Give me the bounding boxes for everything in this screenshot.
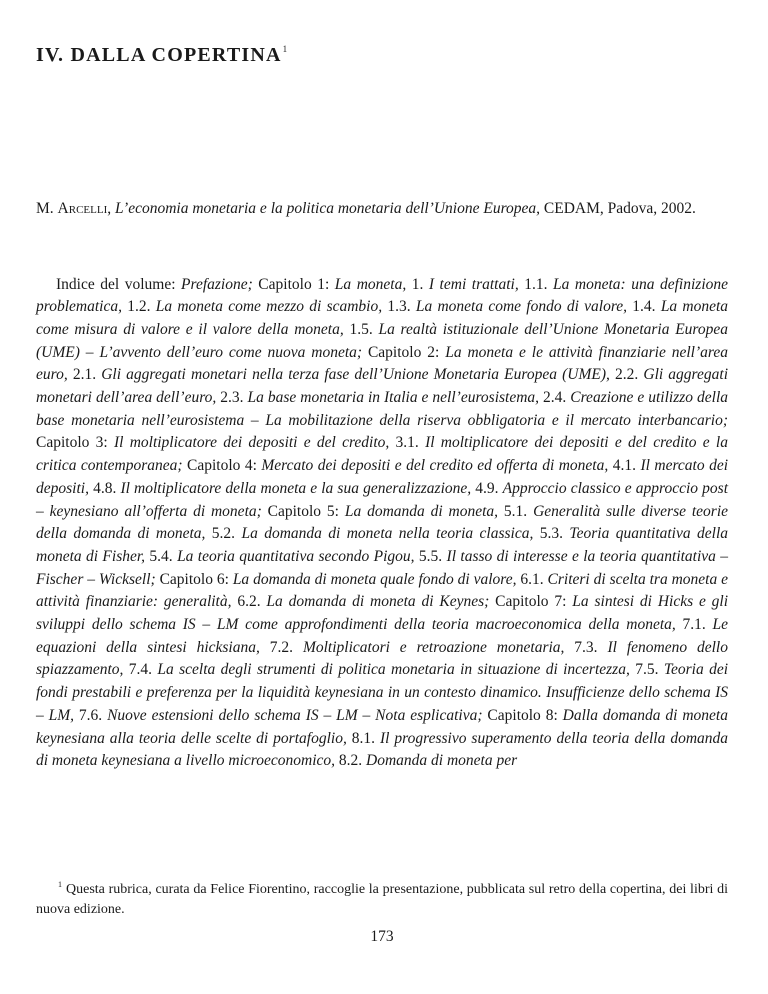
italic-entry: Prefazione;: [181, 275, 253, 293]
entry-number: 7.2.: [259, 638, 303, 656]
publisher-info: CEDAM, Padova, 2002.: [543, 200, 696, 217]
italic-entry: La scelta degli strumenti di politica monetaria in situazione di incertezza,: [157, 661, 630, 679]
entry-number: 7.5.: [629, 661, 664, 679]
author-initial: M.: [36, 200, 54, 217]
entry-number: 5.5.: [414, 547, 447, 565]
entry-number: 6.2.: [231, 593, 267, 611]
italic-entry: Generalità sulle diverse teorie della domanda di moneta,: [36, 502, 729, 543]
entry-number: 4.1.: [608, 457, 641, 475]
footnote-marker: 1: [58, 880, 62, 889]
italic-entry: Approccio classico e approccio post – keynesiano all’offerta di moneta;: [36, 479, 729, 520]
italic-entry: La moneta,: [334, 275, 407, 293]
italic-entry: Mercato dei depositi e del credito ed offerta di moneta,: [261, 457, 609, 475]
entry-number: 7.1.: [675, 616, 713, 634]
italic-entry: Il tasso di interesse e la teoria quantitativa – Fischer – Wicksell;: [36, 547, 729, 588]
italic-entry: Il fenomeno dello spiazzamento,: [36, 638, 728, 679]
entry-number: 1.2.: [121, 298, 156, 316]
italic-entry: Moltiplicatori e retroazione monetaria,: [302, 638, 565, 656]
entry-number: 8.2.: [335, 752, 367, 770]
italic-entry: La base monetaria in Italia e nell’eurosistema,: [247, 389, 540, 407]
entry-number: Capitolo 6:: [155, 570, 233, 588]
italic-entry: La domanda di moneta di Keynes;: [266, 593, 490, 611]
italic-entry: Gli aggregati monetari nella terza fase dell’Unione Monetaria Europea (UME),: [101, 366, 610, 384]
entry-number: 1.: [406, 275, 429, 293]
author-surname: Arcelli: [57, 200, 108, 217]
entry-number: 4.9.: [471, 479, 503, 497]
book-title: L’economia monetaria e la politica monetaria dell’Unione Europea,: [115, 200, 541, 217]
italic-entry: Il progressivo superamento della teoria della domanda di moneta keynesiana a livello microeconomico,: [36, 729, 729, 770]
entry-number: 5.2.: [205, 525, 242, 543]
entry-number: Capitolo 2:: [362, 343, 446, 361]
italic-entry: La domanda di moneta,: [344, 502, 499, 520]
entry-number: 5.1.: [498, 502, 534, 520]
italic-entry: I temi trattati,: [428, 275, 519, 293]
italic-entry: La domanda di moneta quale fondo di valore,: [232, 570, 517, 588]
section-title-text: IV. DALLA COPERTINA: [36, 44, 282, 66]
italic-entry: Il moltiplicatore della moneta e la sua generalizzazione,: [120, 479, 472, 497]
italic-entry: Il mercato dei depositi,: [36, 457, 728, 497]
page-number: 173: [370, 928, 394, 945]
entry-number: 3.1.: [389, 434, 426, 452]
italic-entry: La realtà istituzionale dell’Unione Monetaria Europea (UME) – L’avvento dell’euro come nuova moneta;: [36, 320, 728, 361]
entry-number: 1.3.: [382, 298, 416, 316]
section-title: [36, 44, 287, 67]
entry-number: 4.8.: [88, 479, 121, 497]
entry-number: 6.1.: [516, 570, 548, 588]
italic-entry: Teoria dei fondi prestabili e preferenza per la liquidità keynesiana in un contesto dinamico. Insufficienze dello schema IS – LM,: [36, 661, 729, 724]
entry-number: 5.4.: [145, 547, 178, 565]
italic-entry: Il moltiplicatore dei depositi e del credito,: [113, 434, 390, 452]
entry-number: Capitolo 4:: [182, 457, 262, 475]
document-page: [36, 0, 728, 994]
italic-entry: Le equazioni della sintesi hicksiana,: [36, 616, 728, 656]
footnote: [36, 875, 728, 920]
table-of-contents-paragraph: [36, 274, 728, 773]
entry-number: Capitolo 5:: [261, 502, 345, 520]
italic-entry: La moneta e le attività finanziarie nell’area euro,: [36, 343, 728, 384]
entry-number: 1.4.: [627, 298, 661, 316]
italic-entry: Criteri di scelta tra moneta e attività finanziarie: generalità,: [36, 570, 728, 611]
entry-number: Capitolo 3:: [36, 434, 114, 452]
footnote-reference: 1: [282, 44, 288, 54]
entry-number: 1.1.: [518, 275, 554, 293]
italic-entry: La moneta: una definizione problematica,: [36, 275, 729, 316]
italic-entry: La moneta come mezzo di scambio,: [155, 298, 383, 316]
entry-number: 7.3.: [564, 638, 608, 656]
italic-entry: Gli aggregati monetari dell’area dell’euro,: [36, 366, 729, 407]
entry-number: 2.2.: [609, 366, 644, 384]
italic-entry: Nuove estensioni dello schema IS – LM – Nota esplicativa;: [107, 706, 483, 724]
italic-entry: Teoria quantitativa della moneta di Fisher,: [36, 525, 729, 565]
entry-number: Capitolo 1:: [252, 275, 335, 293]
entry-number: 2.4.: [539, 389, 571, 407]
entry-number: 8.1.: [346, 729, 380, 747]
italic-entry: Il moltiplicatore dei depositi e del credito e la critica contemporanea;: [36, 434, 728, 475]
italic-entry: Creazione e utilizzo della base monetaria nell’eurosistema – La mobilitazione della riserva obbligatoria e il mercato interbancario;: [36, 389, 729, 429]
entry-number: 1.5.: [343, 320, 379, 338]
entry-number: 2.3.: [216, 389, 248, 407]
italic-entry: Domanda di moneta per: [366, 752, 518, 770]
entry-number: 7.4.: [123, 661, 158, 679]
italic-entry: La moneta come fondo di valore,: [415, 298, 628, 316]
italic-entry: La teoria quantitativa secondo Pigou,: [177, 547, 415, 565]
italic-entry: La domanda di moneta nella teoria classica,: [241, 525, 534, 543]
italic-entry: La sintesi di Hicks e gli sviluppi dello schema IS – LM come approfondimenti della teoria macroeconomica della moneta,: [36, 593, 729, 634]
entry-number: 5.3.: [533, 525, 570, 543]
entry-number: Capitolo 8:: [482, 706, 563, 724]
entry-number: 2.1.: [67, 366, 102, 384]
entry-number: Indice del volume:: [56, 275, 182, 293]
italic-entry: Dalla domanda di moneta keynesiana alla teoria delle scelte di portafoglio,: [36, 706, 728, 747]
entry-number: 7.6.: [74, 706, 108, 724]
italic-entry: La moneta come misura di valore e il valore della moneta,: [36, 298, 729, 338]
entry-number: Capitolo 7:: [489, 593, 573, 611]
book-citation: M. Arcelli, L’economia monetaria e la politica monetaria dell’Unione Europea, CEDAM, Padova, 2002.: [36, 200, 696, 217]
footnote-text: Questa rubrica, curata da Felice Fiorentino, raccoglie la presentazione, pubblicata sul retro della copertina, dei libri di nuova edizione.: [36, 882, 728, 917]
